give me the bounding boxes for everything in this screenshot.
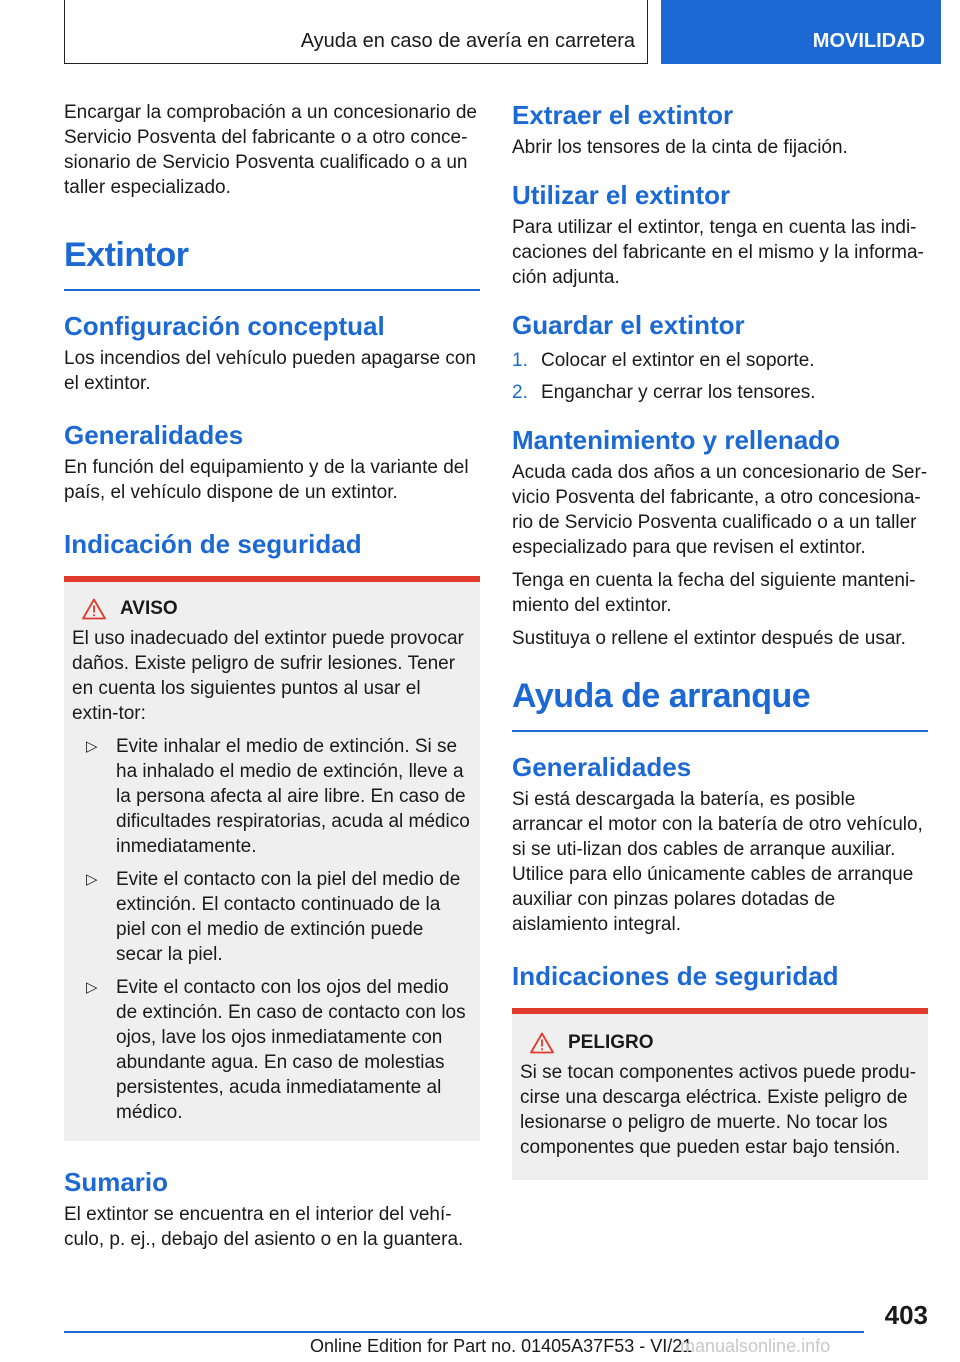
arrow-right-outline-icon: ▷: [86, 737, 98, 755]
warning-triangle-icon: [82, 598, 106, 620]
arrow-right-outline-icon: ▷: [86, 978, 98, 996]
list-item: [512, 380, 928, 405]
list-item: [512, 348, 928, 373]
list-item-text: Evite el contacto con los ojos del medio de extinción. En caso de contacto con los ojos, lave los ojos inmediatamente con abundante agua. En caso de molestias persistentes, acuda inmediatamente al médico.: [116, 976, 466, 1123]
danger-header: [520, 1032, 920, 1054]
section-title-ayuda-arranque: Ayuda de arranque: [512, 677, 811, 715]
page-number: 403: [884, 1300, 928, 1330]
generalidades-text: En función del equipamiento y de la variante del país, el vehículo dispone de un extintor.: [64, 456, 469, 503]
section-divider: [512, 730, 928, 732]
warning-box: [64, 582, 480, 1141]
danger-label: PELIGRO: [568, 1031, 654, 1053]
extraer-text: Abrir los tensores de la cinta de fijación.: [512, 137, 848, 158]
heading-guardar: Guardar el extintor: [512, 310, 745, 340]
generalidades-arranque-text: Si está descargada la batería, es posible arrancar el motor con la batería de otro vehículo, si se uti-lizan dos cables de arranque auxiliar. Utilice para ello únicamente cables de arranque auxiliar con pinzas polares dotadas de aislamiento integral.: [512, 788, 923, 935]
warning-triangle-icon: [530, 1032, 554, 1054]
list-item: [72, 734, 472, 859]
step-text: Enganchar y cerrar los tensores.: [541, 382, 816, 403]
heading-generalidades-arranque: Generalidades: [512, 751, 692, 782]
step-number: 2.: [512, 382, 528, 403]
left-column: [64, 100, 480, 1252]
footer-rule: [64, 1331, 864, 1333]
step-number: 1.: [512, 350, 528, 371]
warning-text: El uso inadecuado del extintor puede provocar daños. Existe peligro de sufrir lesiones. Tener en cuenta los siguientes puntos al usar el extin-tor:: [72, 627, 464, 724]
warning-header: [72, 598, 472, 620]
heading-sumario: Sumario: [64, 1166, 169, 1197]
section-divider: [64, 289, 480, 291]
footer-watermark: manualsonline.info: [680, 1336, 831, 1356]
warning-list: [72, 734, 472, 1125]
heading-utilizar: Utilizar el extintor: [512, 180, 731, 210]
utilizar-text: Para utilizar el extintor, tenga en cuenta las indi-caciones del fabricante en el mismo y la informa-ción adjunta.: [512, 217, 924, 288]
intro-paragraph: Encargar la comprobación a un concesionario de Servicio Posventa del fabricante o a otro conce-sionario de Servicio Posventa cualificado o a un taller especializado.: [64, 102, 477, 198]
sumario-text: El extintor se encuentra en el interior del vehí-culo, p. ej., debajo del asiento o en la guantera.: [64, 1203, 464, 1250]
arrow-right-outline-icon: ▷: [86, 870, 98, 888]
step-text: Colocar el extintor en el soporte.: [541, 350, 815, 371]
heading-indicaciones-seguridad: Indicaciones de seguridad: [512, 960, 839, 991]
heading-mantenimiento: Mantenimiento y rellenado: [512, 425, 840, 455]
header-section-title: Ayuda en caso de avería en carretera: [300, 30, 635, 52]
heading-generalidades: Generalidades: [64, 419, 244, 450]
danger-text: Si se tocan componentes activos puede produ-cirse una descarga eléctrica. Existe peligro de lesionarse o peligro de muerte. No tocar los componentes que pueden estar bajo tensión.: [520, 1061, 917, 1158]
mantenimiento-p1: Acuda cada dos años a un concesionario de Ser-vicio Posventa del fabricante, a otro concesiona-rio de Servicio Posventa cualificado o a un taller especializado para que revisen el extintor.: [512, 462, 928, 558]
heading-configuracion: Configuración conceptual: [64, 310, 385, 341]
guardar-steps: [512, 348, 928, 405]
mantenimiento-p3: Sustituya o rellene el extintor después de usar.: [512, 628, 906, 649]
section-title-extintor: Extintor: [64, 236, 189, 274]
mantenimiento-p2: Tenga en cuenta la fecha del siguiente manteni-miento del extintor.: [512, 570, 916, 616]
list-item-text: Evite el contacto con la piel del medio de extinción. El contacto continuado de la piel con el medio de extinción puede secar la piel.: [116, 868, 461, 965]
list-item-text: Evite inhalar el medio de extinción. Si se ha inhalado el medio de extinción, lleve a la persona afecta al aire libre. En caso de dificultades respiratorias, acuda al médico inmediatamente.: [116, 735, 470, 857]
footer-edition: Online Edition for Part no. 01405A37F53 - VI/21: [310, 1336, 693, 1356]
right-column: [512, 100, 928, 1180]
warning-label: AVISO: [120, 597, 178, 619]
list-item: [72, 867, 472, 967]
configuracion-text: Los incendios del vehículo pueden apagarse con el extintor.: [64, 347, 476, 394]
list-item: [72, 975, 472, 1125]
heading-indicacion-seguridad: Indicación de seguridad: [64, 528, 362, 559]
header-chapter-tab[interactable]: [661, 0, 941, 64]
heading-extraer: Extraer el extintor: [512, 100, 734, 130]
header-section-box: [64, 0, 648, 64]
danger-box: [512, 1014, 928, 1180]
header-chapter-label: MOVILIDAD: [812, 30, 925, 52]
